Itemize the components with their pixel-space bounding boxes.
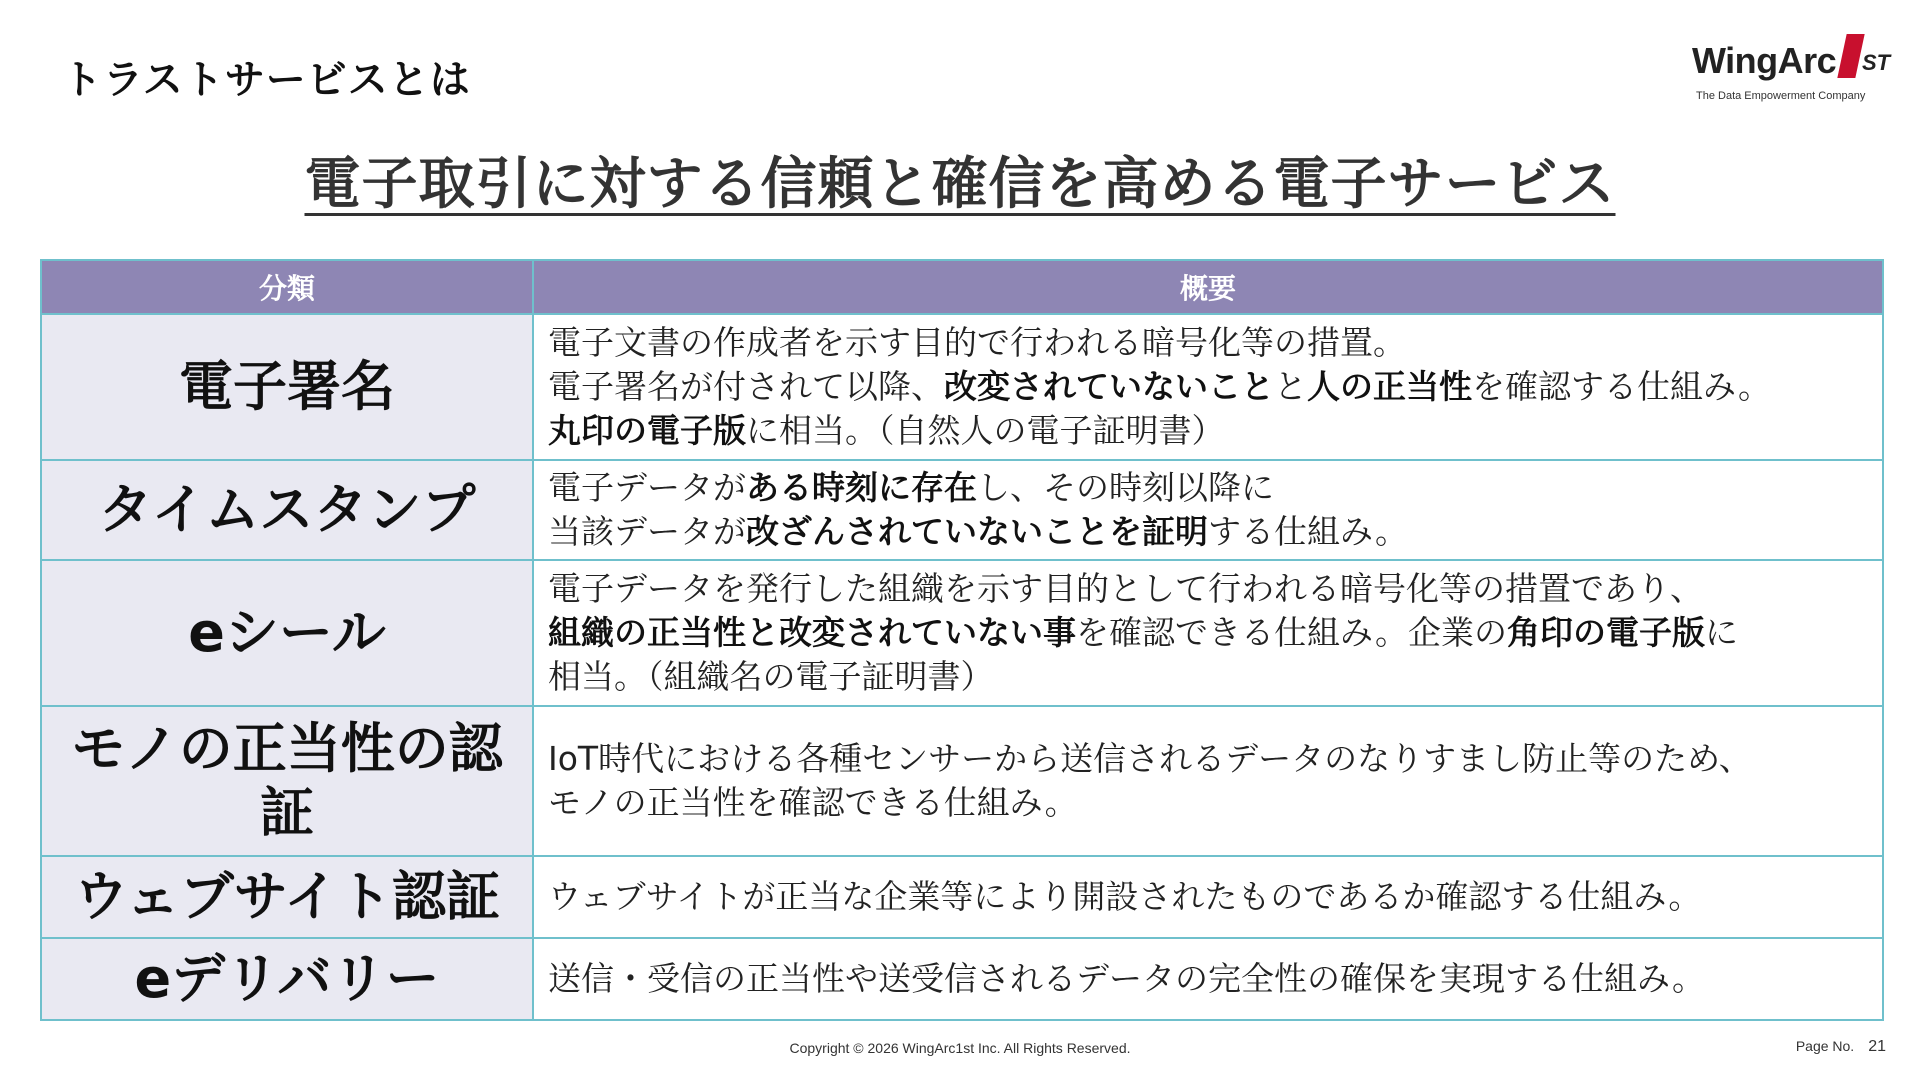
summary-text: 電子データが (548, 468, 746, 507)
summary-text: 電子データを発行した組織を示す目的として行われる暗号化等の措置であり、 (548, 569, 1703, 608)
summary-text: する仕組み。 (1208, 512, 1408, 551)
category-cell: ウェブサイト認証 (41, 856, 533, 938)
summary-line (548, 737, 1882, 781)
summary-line (548, 781, 1882, 825)
summary-text: モノの正当性を確認できる仕組み。 (548, 783, 1078, 822)
table-row (41, 460, 1883, 560)
summary-emphasis: 組織の正当性と改変されていない事 (548, 613, 1076, 652)
summary-cell (533, 460, 1883, 560)
table-row (41, 706, 1883, 856)
summary-line (548, 321, 1882, 365)
headline (0, 140, 1920, 220)
summary-cell (533, 938, 1883, 1020)
summary-text: 相当。（組織名の電子証明書） (548, 657, 994, 696)
headline-text: 電子取引に対する信頼と確信を高める電子サービス (304, 152, 1616, 217)
table-row (41, 560, 1883, 706)
summary-line (548, 567, 1882, 611)
table-row (41, 314, 1883, 460)
summary-cell (533, 314, 1883, 460)
summary-line (548, 957, 1882, 1001)
summary-line (548, 409, 1882, 453)
summary-emphasis: 改ざんされていないことを証明 (746, 512, 1208, 551)
logo-suffix: ST (1862, 50, 1891, 75)
summary-cell (533, 706, 1883, 856)
summary-text: 送信・受信の正当性や送受信されるデータの完全性の確保を実現する仕組み。 (548, 959, 1705, 998)
page-label: Page No. (1795, 1038, 1855, 1054)
category-cell: eデリバリー (41, 938, 533, 1020)
summary-text: と (1274, 367, 1307, 406)
table-row (41, 938, 1883, 1020)
summary-line (548, 466, 1882, 510)
category-cell: eシール (41, 560, 533, 706)
page-number: 21 (1868, 1038, 1886, 1055)
summary-emphasis: 丸印の電子版 (548, 411, 746, 450)
section-title: トラストサービスとは (62, 57, 471, 103)
header-summary: 概要 (533, 260, 1883, 314)
summary-text: し、その時刻以降に (977, 468, 1274, 507)
logo-tagline: The Data Empowerment Company (1696, 90, 1866, 102)
header-category: 分類 (41, 260, 533, 314)
table-header-row (41, 260, 1883, 314)
footer-copyright: Copyright © 2026 WingArc1st Inc. All Rights Reserved. (789, 1040, 1131, 1056)
summary-text: に (1704, 613, 1738, 652)
summary-cell (533, 560, 1883, 706)
summary-emphasis: ある時刻に存在 (746, 468, 977, 507)
summary-text: ウェブサイトが正当な企業等により開設されたものであるか確認する仕組み。 (548, 877, 1702, 916)
summary-emphasis: 人の正当性 (1307, 367, 1472, 406)
summary-line (548, 875, 1882, 919)
trust-services-table (40, 259, 1884, 1021)
summary-text: IoT時代における各種センサーから送信されるデータのなりすまし防止等のため、 (548, 739, 1752, 778)
summary-text: 当該データが (548, 512, 746, 551)
category-cell: 電子署名 (41, 314, 533, 460)
footer-page (1796, 1038, 1886, 1056)
summary-text: を確認する仕組み。 (1472, 367, 1771, 406)
summary-text: 電子文書の作成者を示す目的で行われる暗号化等の措置。 (548, 323, 1406, 362)
logo-mark-icon (1837, 34, 1864, 78)
summary-line (548, 655, 1882, 699)
summary-text: に相当。（自然人の電子証明書） (746, 411, 1225, 450)
category-cell: モノの正当性の認証 (41, 706, 533, 856)
table-row (41, 856, 1883, 938)
summary-cell (533, 856, 1883, 938)
summary-text: を確認できる仕組み。企業の (1076, 613, 1507, 652)
summary-emphasis: 角印の電子版 (1506, 613, 1705, 652)
summary-emphasis: 改変されていないこと (944, 367, 1274, 406)
summary-line (548, 611, 1882, 655)
summary-line (548, 510, 1882, 554)
summary-text: 電子署名が付されて以降、 (548, 367, 944, 406)
logo-word: WingArc (1692, 40, 1837, 81)
category-cell: タイムスタンプ (41, 460, 533, 560)
wingarc-logo (1692, 30, 1891, 110)
summary-line (548, 365, 1882, 409)
